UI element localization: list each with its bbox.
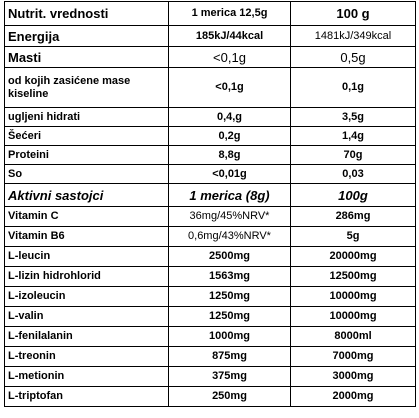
ingredient-per100: 12500mg bbox=[291, 267, 416, 287]
nutrient-per100: 70g bbox=[291, 146, 416, 165]
table-row bbox=[5, 387, 416, 407]
nutrient-serving: <0,1g bbox=[169, 47, 291, 68]
table-row bbox=[5, 287, 416, 307]
ingredient-per100: 286mg bbox=[291, 207, 416, 227]
ingredient-name: L-metionin bbox=[5, 367, 169, 387]
table-row bbox=[5, 165, 416, 184]
table-row bbox=[5, 307, 416, 327]
ingredient-serving: 1000mg bbox=[169, 327, 291, 347]
table-row bbox=[5, 227, 416, 247]
ingredient-name: L-triptofan bbox=[5, 387, 169, 407]
table-row bbox=[5, 347, 416, 367]
table-row bbox=[5, 127, 416, 146]
nutrient-serving: 185kJ/44kcal bbox=[169, 26, 291, 47]
nutrient-per100: 1,4g bbox=[291, 127, 416, 146]
table-row bbox=[5, 26, 416, 47]
nutrient-serving: 0,4,g bbox=[169, 108, 291, 127]
nutrient-serving: <0,01g bbox=[169, 165, 291, 184]
table-row bbox=[5, 207, 416, 227]
ingredient-name: L-valin bbox=[5, 307, 169, 327]
table-row bbox=[5, 146, 416, 165]
nutrition-table bbox=[4, 1, 416, 407]
ingredient-serving: 375mg bbox=[169, 367, 291, 387]
nutrient-name: Masti bbox=[5, 47, 169, 68]
table-row bbox=[5, 267, 416, 287]
ingredient-serving: 0,6mg/43%NRV* bbox=[169, 227, 291, 247]
active-header-label: Aktivni sastojci bbox=[5, 184, 169, 207]
ingredient-per100: 2000mg bbox=[291, 387, 416, 407]
ingredient-name: L-leucin bbox=[5, 247, 169, 267]
ingredient-serving: 875mg bbox=[169, 347, 291, 367]
ingredient-serving: 1250mg bbox=[169, 307, 291, 327]
table-row bbox=[5, 327, 416, 347]
ingredient-per100: 3000mg bbox=[291, 367, 416, 387]
ingredient-per100: 5g bbox=[291, 227, 416, 247]
nutrient-per100: 0,03 bbox=[291, 165, 416, 184]
ingredient-serving: 1563mg bbox=[169, 267, 291, 287]
nutrient-per100: 3,5g bbox=[291, 108, 416, 127]
ingredient-per100: 10000mg bbox=[291, 307, 416, 327]
ingredient-name: L-fenilalanin bbox=[5, 327, 169, 347]
table-row bbox=[5, 68, 416, 108]
table-row bbox=[5, 108, 416, 127]
nutrient-per100: 0,5g bbox=[291, 47, 416, 68]
nutrient-serving: 0,2g bbox=[169, 127, 291, 146]
nutrient-name: So bbox=[5, 165, 169, 184]
ingredient-name: L-treonin bbox=[5, 347, 169, 367]
table-row bbox=[5, 367, 416, 387]
nutrient-name: Šećeri bbox=[5, 127, 169, 146]
active-header-per100: 100g bbox=[291, 184, 416, 207]
nutrient-serving: 8,8g bbox=[169, 146, 291, 165]
table-row bbox=[5, 247, 416, 267]
active-header-serving: 1 merica (8g) bbox=[169, 184, 291, 207]
nutrient-per100: 0,1g bbox=[291, 68, 416, 108]
ingredient-name: Vitamin C bbox=[5, 207, 169, 227]
nutrient-per100: 1481kJ/349kcal bbox=[291, 26, 416, 47]
header-per100: 100 g bbox=[291, 2, 416, 26]
ingredient-serving: 1250mg bbox=[169, 287, 291, 307]
nutrient-name: Energija bbox=[5, 26, 169, 47]
ingredient-name: L-izoleucin bbox=[5, 287, 169, 307]
table-row bbox=[5, 47, 416, 68]
ingredient-per100: 20000mg bbox=[291, 247, 416, 267]
ingredient-serving: 250mg bbox=[169, 387, 291, 407]
nutrient-name: od kojih zasićene mase kiseline bbox=[5, 68, 169, 108]
active-header-row bbox=[5, 184, 416, 207]
ingredient-per100: 7000mg bbox=[291, 347, 416, 367]
ingredient-serving: 36mg/45%NRV* bbox=[169, 207, 291, 227]
ingredient-per100: 8000ml bbox=[291, 327, 416, 347]
header-serving: 1 merica 12,5g bbox=[169, 2, 291, 26]
ingredient-name: Vitamin B6 bbox=[5, 227, 169, 247]
nutrient-name: ugljeni hidrati bbox=[5, 108, 169, 127]
nutrient-name: Proteini bbox=[5, 146, 169, 165]
table-header-row bbox=[5, 2, 416, 26]
ingredient-name: L-lizin hidrohlorid bbox=[5, 267, 169, 287]
nutrient-serving: <0,1g bbox=[169, 68, 291, 108]
header-label: Nutrit. vrednosti bbox=[5, 2, 169, 26]
ingredient-per100: 10000mg bbox=[291, 287, 416, 307]
ingredient-serving: 2500mg bbox=[169, 247, 291, 267]
